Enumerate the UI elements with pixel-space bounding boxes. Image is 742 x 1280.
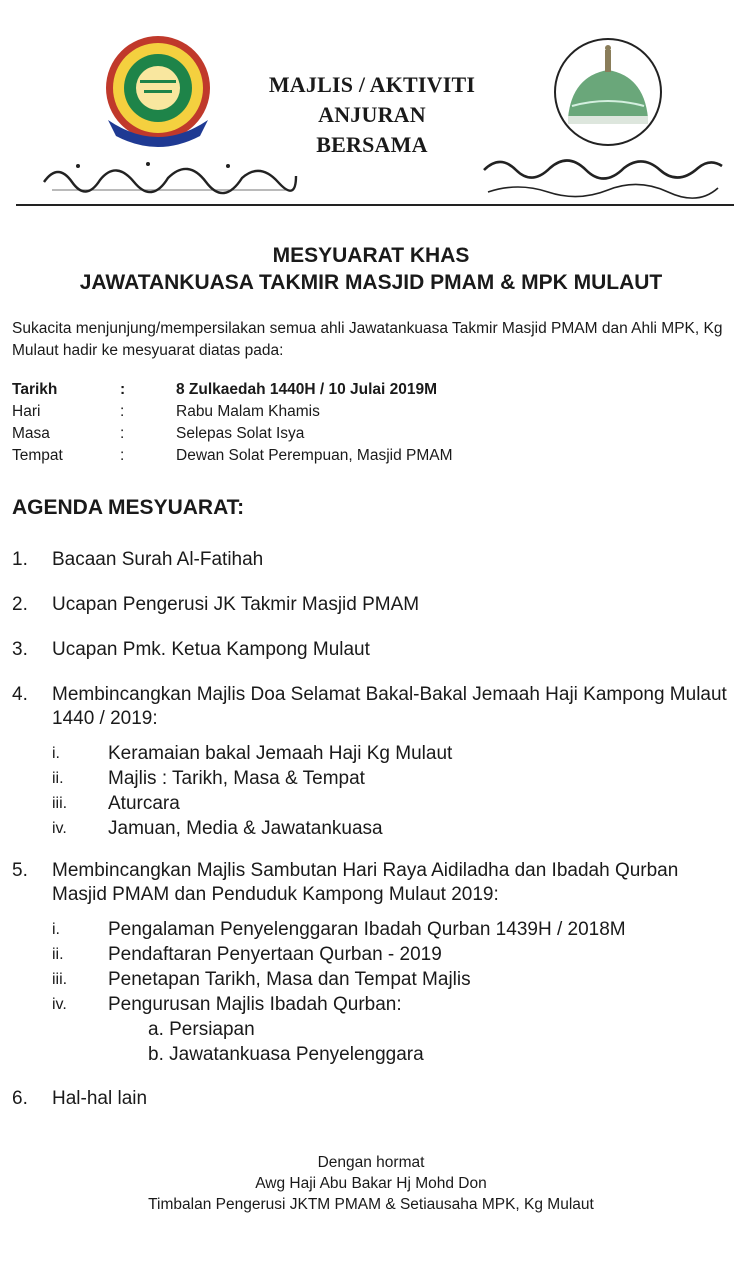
subitem-text: Pengurusan Majlis Ibadah Qurban: [108,994,402,1015]
subsubitem-text: b. Jawatankuasa Penyelenggara [148,1044,424,1065]
subitem-text: Aturcara [108,793,180,814]
subitem-text: Penetapan Tarikh, Masa dan Tempat Majlis [108,969,471,990]
detail-value: Rabu Malam Khamis [176,403,320,420]
roman-numeral: i. [52,921,60,938]
agenda-number: 4. [12,684,28,705]
agenda-text: Ucapan Pmk. Ketua Kampong Mulaut [52,639,370,660]
subitem-text: Majlis : Tarikh, Masa & Tempat [108,768,365,789]
roman-numeral: iv. [52,820,67,837]
agenda-subitem [52,942,727,967]
roman-numeral: iii. [52,971,68,988]
header-title-line2: ANJURAN BERSAMA [316,102,428,157]
detail-value: 8 Zulkaedah 1440H / 10 Julai 2019M [176,381,438,398]
detail-value: Selepas Solat Isya [176,425,305,442]
roman-numeral: iii. [52,795,68,812]
jawi-calligraphy-left [38,152,300,198]
agenda-item-4 [12,683,727,841]
agenda-number: 1. [12,549,28,570]
detail-row-masa [12,423,732,445]
mosque-dome-logo [550,36,666,148]
agenda-subitem [52,766,727,791]
agenda-item-6 [12,1087,727,1111]
subitem-text: Pengalaman Penyelenggaran Ibadah Qurban 1439H / 2018M [108,919,626,940]
detail-key: Tarikh [12,381,58,398]
meeting-title-line1: MESYUARAT KHAS [272,244,470,267]
header-title [262,70,482,160]
agenda-subitem [52,816,727,841]
agenda-text: Bacaan Surah Al-Fatihah [52,549,264,570]
detail-key: Tempat [12,447,63,464]
agenda-text: Hal-hal lain [52,1088,148,1109]
agenda-text: Ucapan Pengerusi JK Takmir Masjid PMAM [52,594,420,615]
detail-colon: : [120,403,125,420]
subitem-text: Jamuan, Media & Jawatankuasa [108,818,383,839]
meeting-details [12,379,732,467]
mpk-emblem-logo [100,32,216,150]
agenda-subitem [52,791,727,816]
detail-row-tempat [12,445,732,467]
signature-name: Awg Haji Abu Bakar Hj Mohd Don [255,1175,487,1192]
header-divider [16,204,734,206]
signature-position: Timbalan Pengerusi JKTM PMAM & Setiausaha MPK, Kg Mulaut [148,1196,594,1213]
meeting-title [0,242,742,296]
letterhead [0,0,742,210]
subitem-text: Pendaftaran Penyertaan Qurban - 2019 [108,944,442,965]
agenda-text: Membincangkan Majlis Sambutan Hari Raya Aidiladha dan Ibadah Qurban Masjid PMAM dan Penduduk Kampong Mulaut 2019: [52,860,679,905]
agenda-item-5 [12,859,727,1067]
detail-colon: : [120,381,126,398]
agenda-subitem [52,967,727,992]
agenda-subitem [52,992,727,1017]
invitation-paragraph: Sukacita menjunjung/mempersilakan semua ahli Jawatankuasa Takmir Masjid PMAM dan Ahli MPK, Kg Mulaut hadir ke mesyuarat diatas pada: [12,320,723,359]
agenda-number: 3. [12,639,28,660]
detail-value: Dewan Solat Perempuan, Masjid PMAM [176,447,453,464]
roman-numeral: ii. [52,946,64,963]
header-title-line1: MAJLIS / AKTIVITI [268,72,476,97]
detail-key: Masa [12,425,50,442]
detail-row-hari [12,401,732,423]
agenda-subsubitem [52,1017,727,1042]
agenda-number: 6. [12,1088,28,1109]
agenda-item-1 [12,548,727,572]
agenda-subitem [52,741,727,766]
agenda-subitem [52,917,727,942]
agenda-text: Membincangkan Majlis Doa Selamat Bakal-Bakal Jemaah Haji Kampong Mulaut 1440 / 2019: [52,684,727,729]
meeting-title-line2: JAWATANKUASA TAKMIR MASJID PMAM & MPK MULAUT [79,271,663,294]
agenda-subsubitem [52,1042,727,1067]
agenda-item-3 [12,638,727,662]
roman-numeral: ii. [52,770,64,787]
jawi-calligraphy-right [478,148,728,200]
agenda-number: 2. [12,594,28,615]
agenda-number: 5. [12,860,28,881]
detail-row-tarikh [12,379,732,401]
agenda-item-2 [12,593,727,617]
agenda-list [12,548,727,1111]
roman-numeral: iv. [52,996,67,1013]
subitem-text: Keramaian bakal Jemaah Haji Kg Mulaut [108,743,453,764]
detail-colon: : [120,425,125,442]
agenda-heading: AGENDA MESYUARAT: [12,496,245,519]
signature-greeting: Dengan hormat [317,1154,425,1171]
signature-block [0,1152,742,1215]
detail-key: Hari [12,403,41,420]
subsubitem-text: a. Persiapan [148,1019,255,1040]
detail-colon: : [120,447,125,464]
roman-numeral: i. [52,745,60,762]
